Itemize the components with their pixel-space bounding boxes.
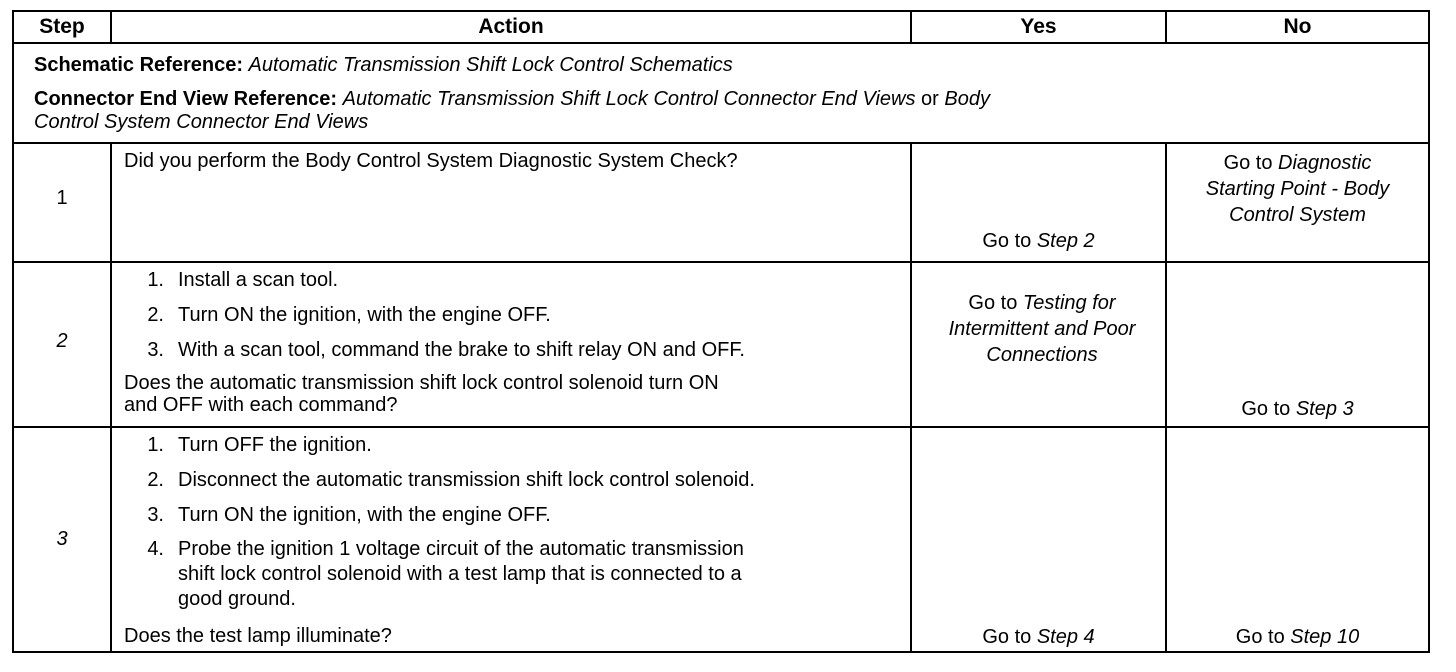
step2-yes-link-line1: Testing for — [1022, 292, 1116, 314]
step2-yes — [912, 290, 1172, 368]
step1-no — [1167, 150, 1428, 228]
header-step: Step — [39, 15, 85, 38]
step2-number: 2 — [56, 330, 68, 352]
step1-question: Did you perform the Body Control System Diagnostic System Check? — [124, 150, 738, 172]
step3-no — [1167, 624, 1428, 650]
step1-yes-prefix: Go to — [982, 230, 1032, 252]
step2-action-3-text: With a scan tool, command the brake to shift relay ON and OFF. — [178, 339, 745, 361]
schematic-label: Schematic Reference: — [34, 54, 243, 76]
step1-rule — [14, 261, 1428, 263]
step1-no-prefix: Go to — [1223, 152, 1273, 174]
connector-or: or — [921, 88, 939, 110]
step2-action-1-num: 1. — [147, 269, 164, 291]
step3-no-link: Step 10 — [1290, 626, 1360, 648]
step3-action-4-text — [178, 537, 902, 612]
col-rule-action — [910, 142, 912, 653]
step3-action-2-text: Disconnect the automatic transmission shift lock control solenoid. — [178, 469, 755, 491]
header-yes: Yes — [1020, 15, 1057, 38]
step2-question-line1: Does the automatic transmission shift lock control solenoid turn ON — [124, 372, 719, 394]
connector-value-b-line1: Body — [944, 88, 990, 110]
step3-action-4-line1: Probe the ignition 1 voltage circuit of the automatic transmission — [178, 538, 744, 560]
step3-action-3-text: Turn ON the ignition, with the engine OFF. — [178, 504, 551, 526]
step1-yes-link: Step 2 — [1036, 230, 1095, 252]
header-no: No — [1283, 15, 1312, 38]
step3-action-1 — [142, 432, 902, 458]
step2-no-prefix: Go to — [1241, 398, 1291, 420]
step2-action-3-num: 3. — [147, 339, 164, 361]
step3-action-4-line3: good ground. — [178, 588, 296, 610]
connector-reference — [34, 88, 1414, 134]
step2-action-3 — [142, 337, 908, 363]
step3-action-4-num: 4. — [147, 538, 164, 560]
step3-action-1-num: 1. — [147, 434, 164, 456]
step3-yes-prefix: Go to — [982, 626, 1032, 648]
diagnostic-table — [12, 10, 1430, 653]
connector-label: Connector End View Reference: — [34, 88, 338, 110]
reference-rule — [14, 142, 1428, 144]
step3-number: 3 — [56, 528, 68, 550]
header-rule — [14, 42, 1428, 44]
step3-action-3 — [142, 502, 902, 528]
step1-number: 1 — [56, 187, 68, 209]
step3-action-4 — [142, 537, 902, 615]
step1-no-link-line1: Diagnostic — [1278, 152, 1372, 174]
step2-rule — [14, 426, 1428, 428]
schematic-reference — [34, 52, 1414, 78]
step3-action-3-num: 3. — [147, 504, 164, 526]
step1-yes — [912, 228, 1165, 254]
col-rule-step — [110, 142, 112, 653]
schematic-value: Automatic Transmission Shift Lock Control Schematics — [248, 54, 733, 76]
step3-action-2 — [142, 467, 908, 493]
step3-action-2-num: 2. — [147, 469, 164, 491]
header-action: Action — [478, 15, 544, 38]
step2-no — [1167, 396, 1428, 422]
step2-action-1-text: Install a scan tool. — [178, 269, 339, 291]
step1-no-link-line3: Control System — [1229, 204, 1366, 226]
step1-no-link-line2: Starting Point - Body — [1205, 178, 1390, 200]
step2-action-2-num: 2. — [147, 304, 164, 326]
step2-yes-link-line3: Connections — [986, 344, 1098, 366]
step2-action-2-text: Turn ON the ignition, with the engine OFF. — [178, 304, 551, 326]
step3-action-4-line2: shift lock control solenoid with a test lamp that is connected to a — [178, 563, 742, 585]
connector-value-b-line2: Control System Connector End Views — [34, 111, 369, 133]
step2-action-1 — [142, 267, 902, 293]
step2-yes-link-line2: Intermittent and Poor — [948, 318, 1136, 340]
connector-value-a: Automatic Transmission Shift Lock Control Connector End Views — [342, 88, 916, 110]
step2-question — [124, 372, 904, 416]
step2-question-line2: and OFF with each command? — [124, 394, 398, 416]
step3-yes-link: Step 4 — [1036, 626, 1095, 648]
step2-yes-prefix: Go to — [968, 292, 1018, 314]
step3-yes — [912, 624, 1165, 650]
step2-action-2 — [142, 302, 902, 328]
step2-no-link: Step 3 — [1295, 398, 1354, 420]
step3-no-prefix: Go to — [1235, 626, 1285, 648]
step3-action-1-text: Turn OFF the ignition. — [178, 434, 372, 456]
step3-question: Does the test lamp illuminate? — [124, 625, 392, 647]
